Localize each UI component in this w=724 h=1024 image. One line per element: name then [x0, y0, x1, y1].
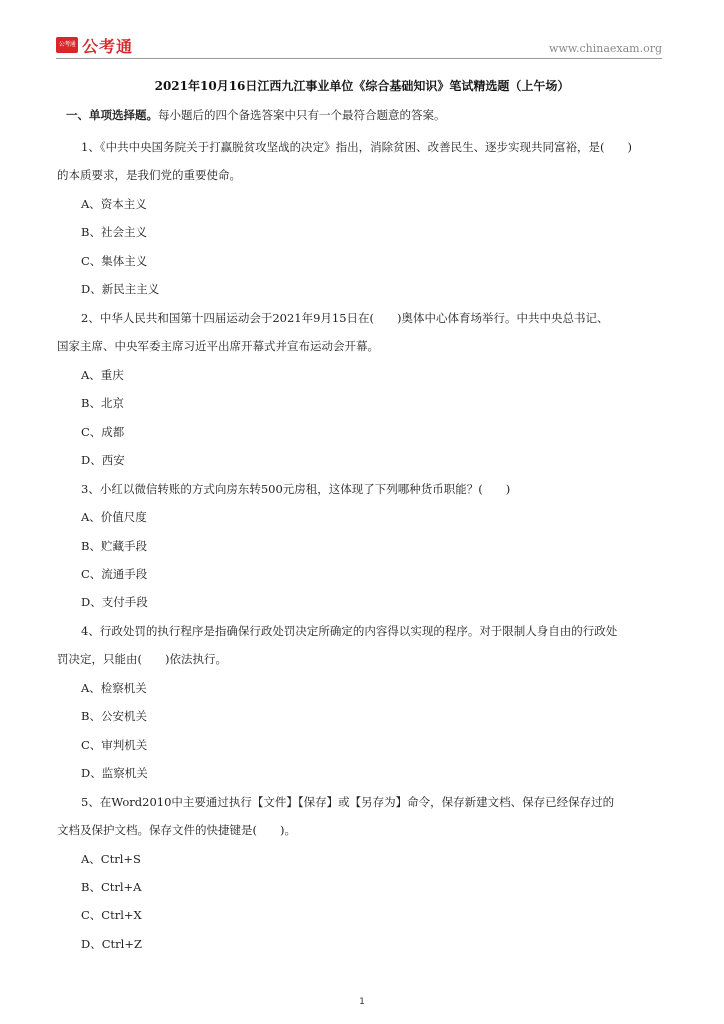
- header-divider: [56, 58, 662, 59]
- question-1-option-b: B、社会主义: [81, 225, 147, 239]
- question-5-text: 5、在Word2010中主要通过执行【文件】【保存】或【另存为】命令，保存新建文档、保存已经保存过的: [81, 795, 615, 809]
- question-5-text-cont: 文档及保护文档。保存文件的快捷键是( )。: [57, 823, 296, 837]
- section-heading-label: 一、单项选择题。: [66, 108, 158, 122]
- question-4-option-b: B、公安机关: [81, 709, 147, 723]
- brand-logo: [56, 35, 133, 55]
- question-2-option-c: C、成都: [81, 425, 125, 439]
- question-5-option-b: B、Ctrl+A: [81, 880, 142, 894]
- question-4-option-c: C、审判机关: [81, 738, 148, 752]
- question-3-text: 3、小红以微信转账的方式向房东转500元房租，这体现了下列哪种货币职能？( ): [81, 482, 511, 496]
- question-2-option-d: D、西安: [81, 453, 125, 467]
- site-url: www.chinaexam.org: [549, 42, 662, 55]
- question-1-text-cont: 的本质要求，是我们党的重要使命。: [57, 168, 241, 182]
- question-1-option-c: C、集体主义: [81, 254, 148, 268]
- question-3-option-a: A、价值尺度: [81, 510, 147, 524]
- question-5-option-c: C、Ctrl+X: [81, 908, 142, 922]
- question-3-option-c: C、流通手段: [81, 567, 148, 581]
- question-2-text-cont: 国家主席、中央军委主席习近平出席开幕式并宣布运动会开幕。: [57, 339, 379, 353]
- question-2-option-a: A、重庆: [81, 368, 124, 382]
- question-3-option-d: D、支付手段: [81, 595, 148, 609]
- question-1-option-d: D、新民主主义: [81, 282, 160, 296]
- question-3-option-b: B、贮藏手段: [81, 539, 147, 553]
- question-5-option-d: D、Ctrl+Z: [81, 937, 142, 951]
- question-1-text: 1、《中共中央国务院关于打赢脱贫攻坚战的决定》指出，消除贫困、改善民生、逐步实现共同富裕，是( ): [81, 140, 633, 154]
- page-header: [56, 34, 662, 56]
- question-4-text: 4、行政处罚的执行程序是指确保行政处罚决定所确定的内容得以实现的程序。对于限制人身自由的行政处: [81, 624, 618, 638]
- question-4-option-a: A、检察机关: [81, 681, 147, 695]
- question-2-text: 2、中华人民共和国第十四届运动会于2021年9月15日在( )奥体中心体育场举行。中共中央总书记、: [81, 311, 609, 325]
- document-title: 2021年10月16日江西九江事业单位《综合基础知识》笔试精选题（上午场）: [154, 79, 570, 93]
- question-5-option-a: A、Ctrl+S: [81, 852, 141, 866]
- logo-badge-icon: 公考通: [56, 37, 78, 53]
- question-2-option-b: B、北京: [81, 396, 124, 410]
- question-1-option-a: A、资本主义: [81, 197, 147, 211]
- logo-text: 公考通: [82, 36, 134, 56]
- question-4-text-cont: 罚决定，只能由( )依法执行。: [57, 652, 227, 666]
- question-4-option-d: D、监察机关: [81, 766, 148, 780]
- section-heading: [66, 107, 666, 123]
- page-number: 1: [359, 997, 365, 1007]
- section-heading-instructions: 每小题后的四个备选答案中只有一个最符合题意的答案。: [158, 108, 446, 122]
